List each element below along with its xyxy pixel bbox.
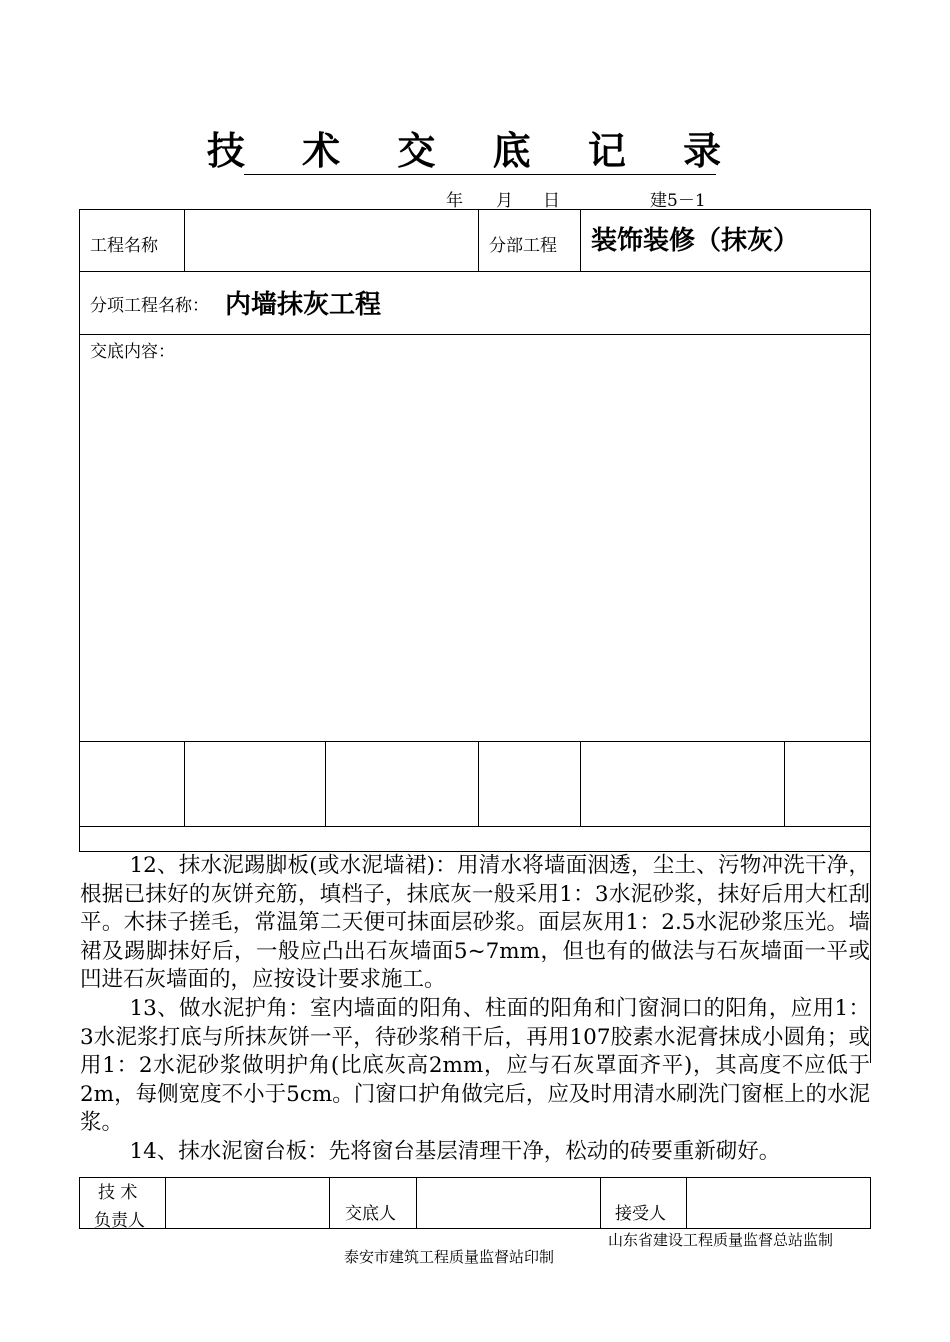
paragraph-12: 12、抹水泥踢脚板(或水泥墙裙)：用清水将墙面洇透，尘土、污物冲洗干净，根据已抹好的灰饼充筋，填档子，抹底灰一般采用1：3水泥砂浆，抹好后用大杠刮平。木抹子搓毛，常温第二天便可抹面层砂浆。面层灰用1：2.5水泥砂浆压光。墙裙及踢脚抹好后，一般应凸出石灰墙面5~7mm，但也有的做法与石灰墙面一平或凹进石灰墙面的，应按设计要求施工。 — [80, 853, 870, 993]
divider — [416, 1177, 417, 1229]
paragraph-14: 14、抹水泥窗台板：先将窗台基层清理干净，松动的砖要重新砌好。 — [129, 1138, 781, 1164]
content-label: 交底内容： — [90, 342, 175, 362]
disclosure-content — [80, 852, 870, 1167]
date-month-label: 月 — [496, 191, 513, 211]
divider — [580, 741, 581, 827]
supervisor-note: 山东省建设工程质量监督总站监制 — [608, 1231, 834, 1249]
project-name-label: 工程名称 — [90, 236, 158, 256]
divider — [165, 1177, 166, 1229]
division-label: 分部工程 — [489, 236, 557, 256]
divider — [184, 741, 185, 827]
divider — [79, 271, 871, 272]
title-underline — [244, 174, 716, 175]
date-day-label: 日 — [543, 191, 560, 211]
date-year-label: 年 — [446, 191, 463, 211]
form-code: 建5－1 — [650, 191, 706, 211]
presenter-label: 交底人 — [345, 1204, 396, 1224]
subitem-value: 内墙抹灰工程 — [225, 290, 382, 320]
divider — [184, 209, 185, 271]
subitem-label: 分项工程名称： — [90, 296, 209, 316]
divider — [478, 209, 479, 271]
paragraph-13: 13、做水泥护角：室内墙面的阳角、柱面的阳角和门窗洞口的阳角，应用1：3水泥浆打底与所抹灰饼一平，待砂浆稍干后，再用107胶素水泥膏抹成小圆角；或用1：2水泥砂浆做明护角(比底灰高2mm，应与石灰罩面齐平)，其高度不应低于2m，每侧宽度不小于5cm。门窗口护角做完后，应及时用清水刷洗门窗框上的水泥浆。 — [80, 995, 870, 1136]
divider — [79, 827, 80, 851]
division-value: 装饰装修（抹灰） — [591, 226, 800, 256]
printer-note: 泰安市建筑工程质量监督站印制 — [344, 1248, 555, 1266]
divider — [870, 827, 871, 851]
divider — [600, 1177, 601, 1229]
divider — [79, 741, 871, 742]
divider — [325, 741, 326, 827]
divider — [329, 1177, 330, 1229]
page-title: 技 术 交 底 记 录 — [206, 128, 744, 173]
signature-row — [79, 1177, 871, 1229]
divider — [784, 741, 785, 827]
divider — [686, 1177, 687, 1229]
tech-lead-label-line2: 负责人 — [94, 1211, 145, 1231]
divider — [79, 334, 871, 335]
tech-lead-label-line1: 技 术 — [98, 1183, 138, 1203]
divider — [478, 741, 479, 827]
divider — [580, 209, 581, 271]
receiver-label: 接受人 — [615, 1204, 666, 1224]
divider — [870, 851, 871, 1063]
